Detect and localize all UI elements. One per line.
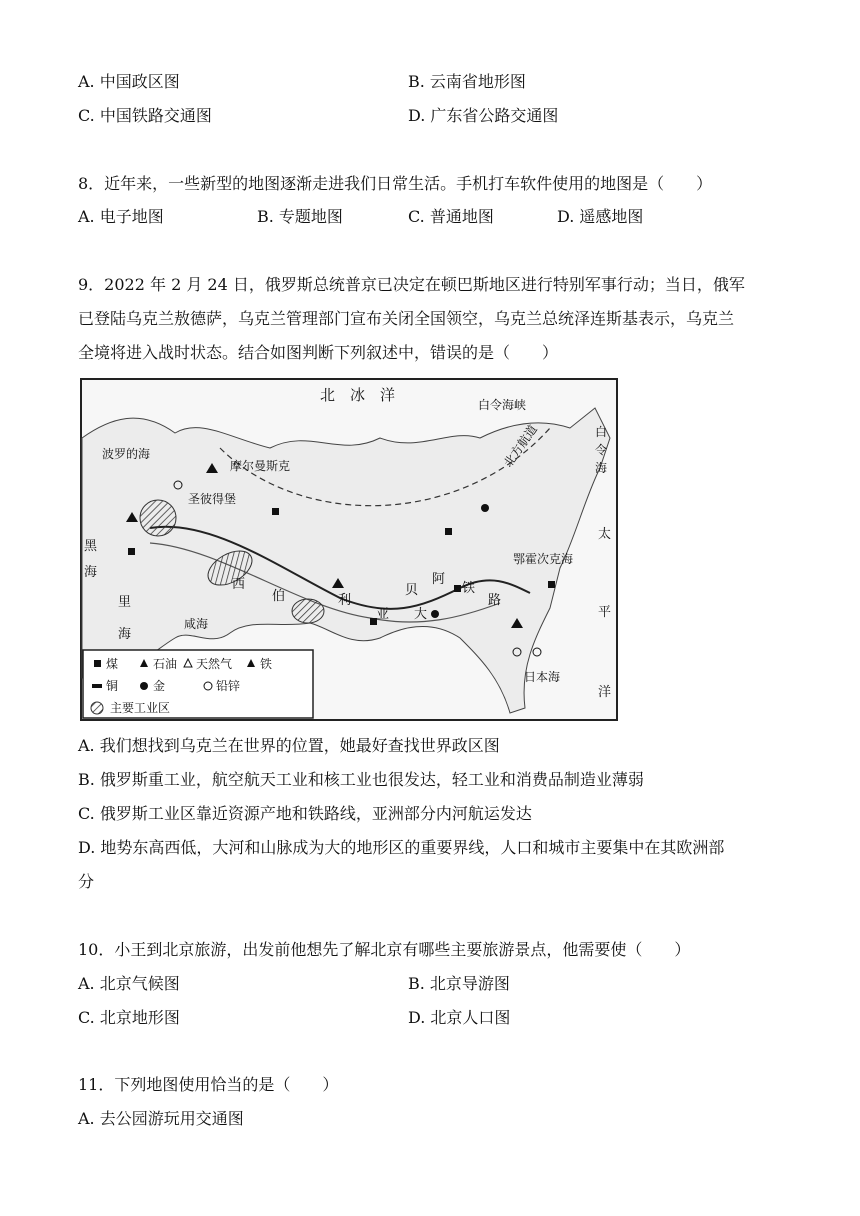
map-label-siberia-1: 伯: [272, 589, 286, 604]
map-label-black-sea-2: 海: [84, 565, 98, 580]
q9-stem-line-3: 全境将进入战时状态。结合如图判断下列叙述中，错误的是（ ）: [78, 343, 559, 362]
map-label-siberia-3: 亚: [376, 607, 390, 622]
q10-option-b: B. 北京导游图: [408, 974, 510, 993]
map-label-railway-3: 铁: [462, 581, 476, 596]
q9-option-d-cont: 分: [78, 872, 95, 891]
q9-option-c: C. 俄罗斯工业区靠近资源产地和铁路线，亚洲部分内河航运发达: [78, 804, 532, 823]
map-label-big: 大: [414, 607, 428, 622]
map-label-pacific-3: 洋: [598, 685, 612, 700]
q9-stem-line-1: 9．2022 年 2 月 24 日，俄罗斯总统普京已决定在顿巴斯地区进行特别军事行动；当日，俄军: [78, 275, 745, 294]
map-label-murmansk: 摩尔曼斯克: [230, 459, 291, 473]
legend-gas: 天然气: [196, 657, 233, 671]
q10-option-c: C. 北京地形图: [78, 1008, 180, 1027]
map-label-railway-2: 阿: [432, 572, 446, 587]
q8-option-d: D. 遥感地图: [557, 207, 644, 226]
russia-resource-map: [80, 378, 618, 721]
map-label-baltic: 波罗的海: [102, 447, 151, 461]
map-label-caspian-1: 里: [118, 595, 132, 610]
q7-option-c: C. 中国铁路交通图: [78, 106, 212, 125]
q7-option-a: A. 中国政区图: [78, 72, 180, 91]
map-label-stpetersburg: 圣彼得堡: [188, 492, 237, 506]
q11-option-a: A. 去公园游玩用交通图: [78, 1109, 244, 1128]
legend-oil: 石油: [153, 657, 178, 671]
legend-industry: 主要工业区: [110, 701, 171, 715]
map-label-railway-4: 路: [488, 593, 502, 608]
map-label-okhotsk: 鄂霍次克海: [513, 552, 574, 566]
legend-coal: 煤: [106, 657, 119, 671]
map-label-caspian-2: 海: [118, 627, 132, 642]
q10-option-d: D. 北京人口图: [408, 1008, 511, 1027]
q9-option-a: A. 我们想找到乌克兰在世界的位置，她最好查找世界政区图: [78, 736, 500, 755]
q11-stem: 11．下列地图使用恰当的是（ ）: [78, 1075, 339, 1094]
map-label-arctic: 北 冰 洋: [320, 386, 396, 404]
legend-gold: 金: [153, 679, 166, 693]
q10-stem: 10．小王到北京旅游，出发前他想先了解北京有哪些主要旅游景点，他需要使（ ）: [78, 940, 691, 959]
map-label-pacific-1: 太: [598, 527, 612, 542]
map-label-aral: 咸海: [184, 617, 209, 631]
q10-option-a: A. 北京气候图: [78, 974, 180, 993]
q7-option-d: D. 广东省公路交通图: [408, 106, 559, 125]
map-label-bering-sea-1: 白: [595, 425, 608, 439]
q8-option-c: C. 普通地图: [408, 207, 494, 226]
map-label-west: 西: [232, 577, 246, 592]
q7-option-b: B. 云南省地形图: [408, 72, 526, 91]
legend-iron: 铁: [260, 657, 273, 671]
legend-copper: 铜: [106, 679, 119, 693]
map-label-black-sea-1: 黑: [84, 539, 98, 554]
q8-stem: 8．近年来，一些新型的地图逐渐走进我们日常生活。手机打车软件使用的地图是（ ）: [78, 174, 713, 193]
map-label-siberia-2: 利: [338, 593, 352, 608]
q8-option-a: A. 电子地图: [78, 207, 164, 226]
industry-zone-moscow: [140, 500, 176, 536]
q9-option-b: B. 俄罗斯重工业，航空航天工业和核工业也很发达，轻工业和消费品制造业薄弱: [78, 770, 644, 789]
q9-option-d: D. 地势东高西低，大河和山脉成为大的地形区的重要界线，人口和城市主要集中在其欧洲部: [78, 838, 725, 857]
industry-zone-siberia: [292, 599, 324, 623]
q8-option-b: B. 专题地图: [257, 207, 343, 226]
map-label-nsr: 北方航道: [500, 422, 540, 470]
map-label-bering-strait: 白令海峡: [478, 398, 527, 412]
map-label-bering-sea-3: 海: [595, 461, 608, 475]
map-label-japan-sea: 日本海: [524, 670, 561, 684]
map-label-bering-sea-2: 令: [595, 443, 608, 457]
map-label-railway-1: 贝: [405, 583, 419, 598]
q9-stem-line-2: 已登陆乌克兰敖德萨，乌克兰管理部门宣布关闭全国领空，乌克兰总统泽连斯基表示，乌克兰: [78, 309, 735, 328]
map-label-pacific-2: 平: [598, 605, 612, 620]
legend-leadzinc: 铅锌: [216, 679, 241, 693]
map-legend: [83, 650, 313, 718]
